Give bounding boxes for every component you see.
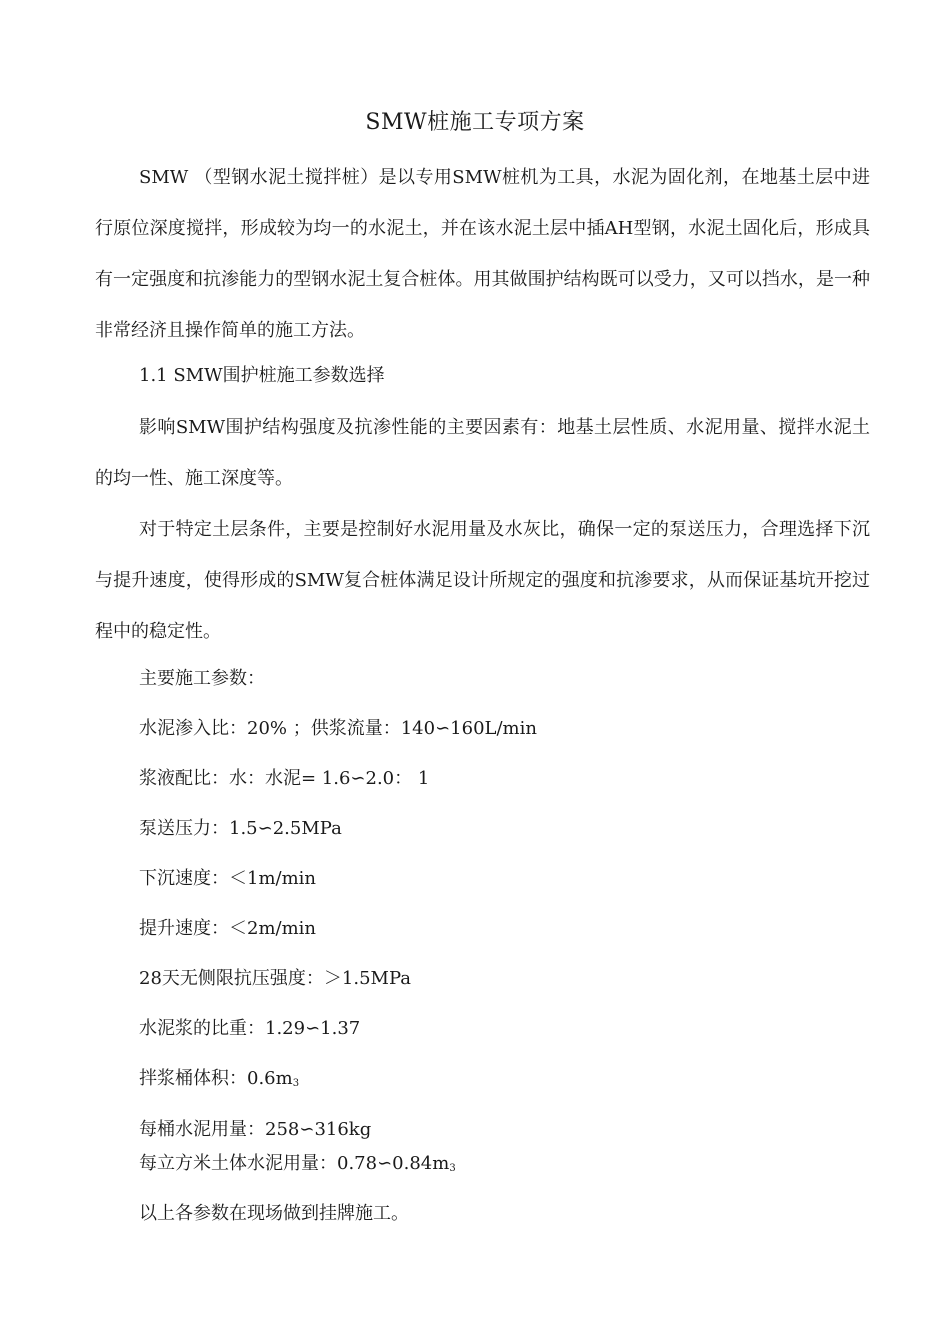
section-heading: 1.1 SMW围护桩施工参数选择	[139, 365, 385, 386]
factors-paragraph: 影响SMW围护结构强度及抗渗性能的主要因素有：地基土层性质、水泥用量、搅拌水泥土的均一性、施工深度等。	[95, 417, 870, 489]
param-tank-volume	[139, 1066, 299, 1097]
param-compressive-strength: 28天无侧限抗压强度：＞1.5MPa	[139, 968, 411, 989]
param-cement-per-m3	[139, 1151, 456, 1182]
param-slurry-mix: 浆液配比：水：水泥= 1.6∽2.0： 1	[139, 768, 430, 789]
closing-line: 以上各参数在现场做到挂牌施工。	[139, 1203, 409, 1224]
param-cement-per-tank: 每桶水泥用量：258∽316kg	[139, 1119, 372, 1140]
document-title: SMW桩施工专项方案	[365, 110, 585, 135]
control-paragraph: 对于特定土层条件，主要是控制好水泥用量及水灰比，确保一定的泵送压力，合理选择下沉与提升速度，使得形成的SMW复合桩体满足设计所规定的强度和抗渗要求，从而保证基坑开挖过程中的稳定性。	[95, 519, 870, 642]
param-pump-pressure: 泵送压力：1.5∽2.5MPa	[139, 818, 342, 839]
cement-per-m3-text: 每立方米土体水泥用量：0.78∽0.84m	[139, 1153, 450, 1174]
tank-volume-unit: 3	[292, 1078, 300, 1089]
tank-volume-text: 拌浆桶体积：0.6m	[139, 1068, 293, 1089]
params-heading: 主要施工参数：	[139, 668, 265, 689]
param-slurry-density: 水泥浆的比重：1.29∽1.37	[139, 1018, 361, 1039]
param-cement-ratio: 水泥渗入比：20% ；供浆流量：140∽160L/min	[139, 718, 537, 739]
param-lift-speed: 提升速度：＜2m/min	[139, 918, 317, 939]
intro-paragraph: SMW （型钢水泥土搅拌桩）是以专用SMW桩机为工具，水泥为固化剂，在地基土层中进行原位深度搅拌，形成较为均一的水泥土，并在该水泥土层中插AH型钢，水泥土固化后，形成具有一定强度和抗渗能力的型钢水泥土复合桩体。用其做围护结构既可以受力，又可以挡水，是一种非常经济且操作简单的施工方法。	[95, 167, 870, 341]
cement-per-m3-unit: 3	[449, 1163, 456, 1174]
param-sink-speed: 下沉速度：＜1m/min	[139, 868, 317, 889]
